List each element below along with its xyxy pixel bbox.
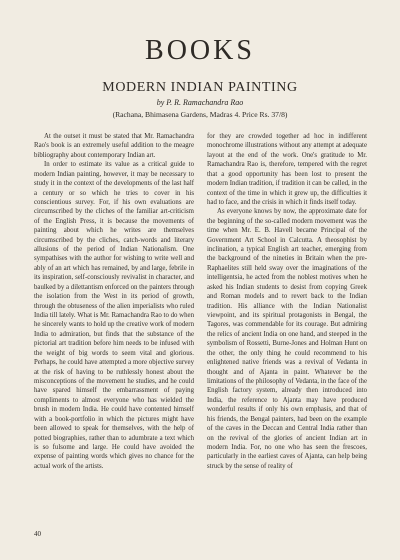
book-title: MODERN INDIAN PAINTING [102, 80, 298, 95]
left-paragraph-1: At the outset it must be stated that Mr. Ramachandra Rao's book is an extremely useful addition to the meagre bibliography about contemporary Indian art. [34, 133, 194, 159]
left-paragraph-2: In order to estimate its value as a critical guide to modern Indian painting, however, it may be necessary to study it in the context of the developments of the last half a century or so which he tries to cover in his conscientious survey. For, if his own evaluations are circumscribed by the cliches of the familiar art-criticism of the English Press, it is because the movements of painting about which he writes are themselves circumscribed by the cliches, catch-words and literary allusions of the period of Indian Nationalism. One sympathises with the author for wishing to write well and ably of an art which has remained, by and large, febrile in its inspiration, self-consciously revivalist in character, and baulked by a dilettantism enforced on the painters through the isolation from the West in its period of growth, through the obtuseness of the alien imperialists who ruled India till lately. What is Mr. Ramachandra Rao to do when he sincerely wants to hold up the creative work of modern India to admiration, but finds that the substance of the pictorial art tradition before him needs to be infused with the weight of big words to seem vital and glorious. Perhaps, he could have attempted a more objective survey at the risk of having to be ruthlessly honest about the misconceptions of the movement he studies, and he could have spared himself the embarrassment of paying compliments to almost everyone who has wielded the brush in modern India. He could have contented himself with a book-portfolio in which the pictures might have been allowed to speak for themselves, with the help of potted biographies, rather than to adumbrate a text which is so fulsome and large. He could have avoided the expense of painting words which gives no chance for the actual work of the artists. [34, 161, 194, 470]
page-number: 40 [34, 530, 41, 538]
left-text-column [34, 132, 194, 471]
right-text-column [207, 132, 367, 471]
right-paragraph-1: for they are crowded together ad hoc in indifferent monochrome illustrations without any attempt at adequate layout at the end of the work. One's gratitude to Mr. Ramachandra Rao is, therefore, tempered with the regret that a good opportunity has been lost to present the modern Indian tradition, if tradition it can be called, in the context of the time in which it grew up, the difficulties it had to face, and the crisis in which it finds itself today. [207, 133, 367, 206]
section-title: BOOKS [145, 35, 255, 66]
byline: by P. R. Ramachandra Rao [156, 98, 244, 107]
right-paragraph-2: As everyone knows by now, the approximate date for the beginning of the so-called modern movement was the time when Mr. E. B. Havell became Principal of the Government Art School in Calcutta. A theosophist by inclination, a typical English art teacher, emerging from the background of the nineties in Britain when the pre-Raphaelites still held sway over the imaginations of the intelligentsia, he acted from the noblest motives when he asked his Indian students to desist from copying Greek and Roman models and to revert back to the Indian tradition. His alliance with the Indian Nationalist viewpoint, and its spiritual protagonists in Bengal, the Tagores, was commendable for its courage. But admiring the relics of ancient India on one hand, and steeped in the symbolism of Rossetti, Burne-Jones and Holman Hunt on the other, the only thing he could recommend to his enlightened native friends was a revival of Vedanta in thought and of Ajanta in paint. Whatever be the limitations of the philosophy of Vedanta, in the face of the English factory system, already then introduced into India, the reference to Ajanta may have produced wonderful results if only his own emphasis, and that of his friends, the Bengal painters, had been on the example of the caves in the Deccan and Central India rather than on the revival of the glories of ancient Indian art in modern India. For, no one who has seen the frescoes, particularly in the earliest caves of Ajanta, can help being struck by the sense of reality of [207, 208, 367, 470]
publisher-info: (Rachana, Bhimasena Gardens, Madras 4. Price Rs. 37/8) [112, 110, 288, 119]
